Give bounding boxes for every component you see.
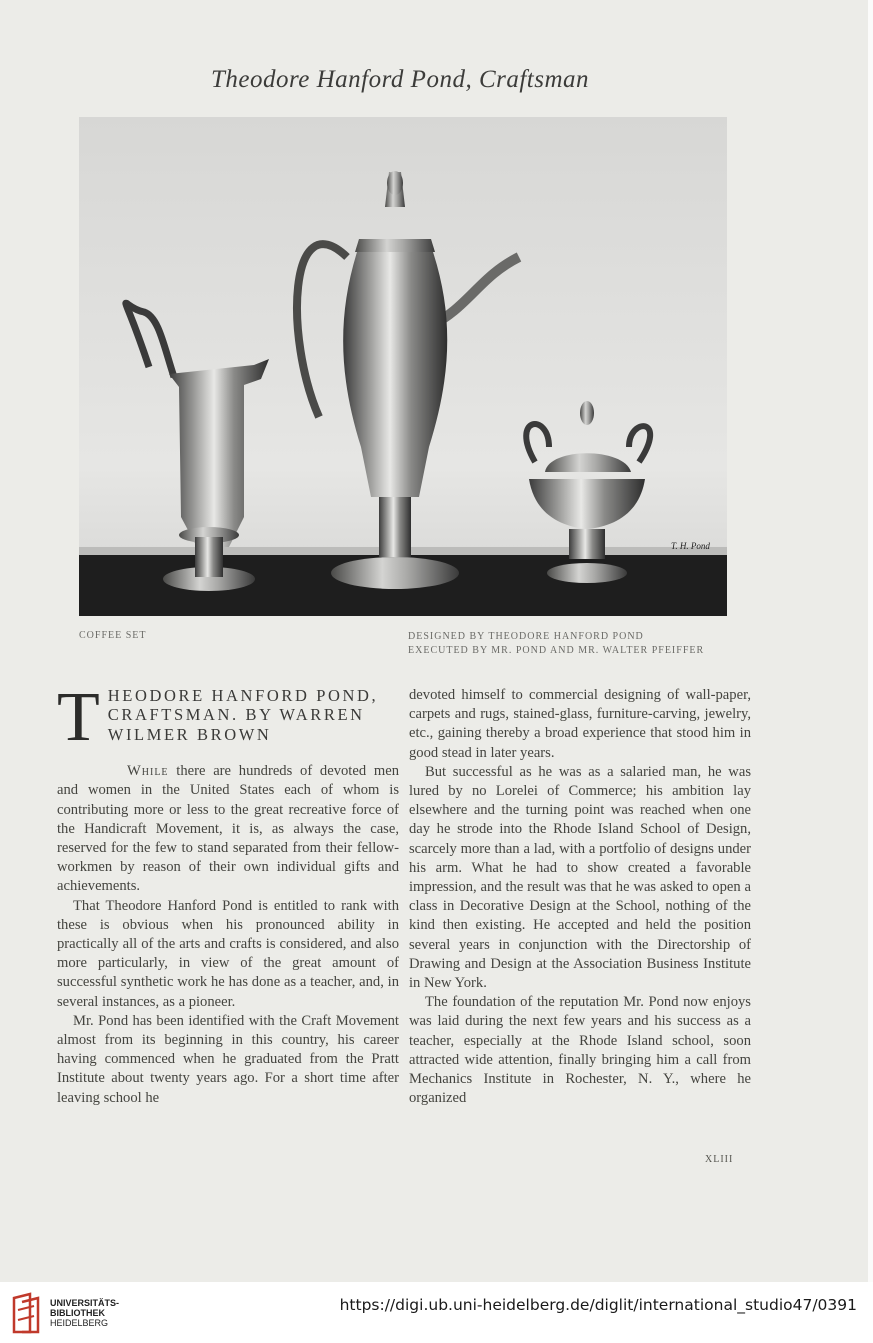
library-logo-icon [10, 1292, 46, 1336]
page-number: XLIII [705, 1154, 734, 1165]
coffee-set-photo [79, 117, 727, 616]
lead-smallcaps: While [127, 763, 169, 780]
caption-right [408, 630, 738, 658]
paragraph: devoted himself to commercial designing of wall-paper, carpets and rugs, stained-glass, furniture-carving, jewelry, etc., gaining thereby a broad experience that stood him in good stead in later years. [409, 687, 751, 761]
paragraph: That Theodore Hanford Pond is entitled to rank with these is obvious when his pronounced ability in practically all of the arts and crafts is considered, and also more particularly, in view of the great amount of successful synthetic work he has done as a teacher, and, in several instances, as a pioneer. [57, 897, 399, 1010]
library-line1: UNIVERSITÄTS- [50, 1298, 120, 1308]
paragraph: The foundation of the reputation Mr. Pond now enjoys was laid during the next few years and his success as a teacher, especially at the Rhode Island school, soon attracted wide attention, finally bringing him a call from Mechanics Institute in Rochester, N. Y., where he organized [409, 994, 751, 1107]
drop-cap: T [57, 679, 100, 756]
footer-bar [0, 1282, 873, 1343]
paragraph: Mr. Pond has been identified with the Craft Movement almost from its beginning in this country, his career having commenced when he graduated from the Pratt Institute about twenty years ago. For a short time after leaving school he [57, 1012, 399, 1106]
caption-left: COFFEE SET [79, 630, 147, 641]
caption-right-line1: DESIGNED BY THEODORE HANFORD POND [408, 631, 644, 642]
paragraph-text: there are hundreds of devoted men and women in the United States each of whom is contributing more or less to the great recreative force of the Handicraft Movement, it is, as always the case, reserved for the few to stand separated from their fellow-workmen by reason of their own individual gifts and achievements. [57, 763, 399, 895]
article-title-block [57, 679, 399, 756]
right-column [409, 686, 751, 1108]
left-column [57, 679, 399, 1108]
library-line2: BIBLIOTHEK [50, 1308, 105, 1318]
library-line3: HEIDELBERG [50, 1318, 109, 1328]
paragraph [57, 762, 399, 896]
paragraph: But successful as he was as a salaried man, he was lured by no Lorelei of Commerce; his ambition lay elsewhere and the turning point was reached when one day he strode into the Rhode Island School of Design, scarcely more than a lad, with a portfolio of designs under his arm. What he had to show created a favorable impression, and the result was that he was asked to open a class in Decorative Design at the School, nothing of the kind then existing. He accepted and held the position several years in conjunction with the Directorship of Drawing and Design at the Association Business Institute in New York. [409, 763, 751, 992]
running-head: Theodore Hanford Pond, Craftsman [210, 66, 590, 93]
source-url[interactable]: https://digi.ub.uni-heidelberg.de/diglit/international_studio47/0391 [339, 1296, 857, 1314]
caption-right-line2: EXECUTED BY MR. POND AND MR. WALTER PFEIFFER [408, 645, 705, 656]
signature-text: T. H. Pond [671, 541, 710, 551]
article-title: HEODORE HANFORD POND, CRAFTSMAN. BY WARREN WILMER BROWN [107, 686, 379, 744]
library-name [50, 1298, 119, 1328]
